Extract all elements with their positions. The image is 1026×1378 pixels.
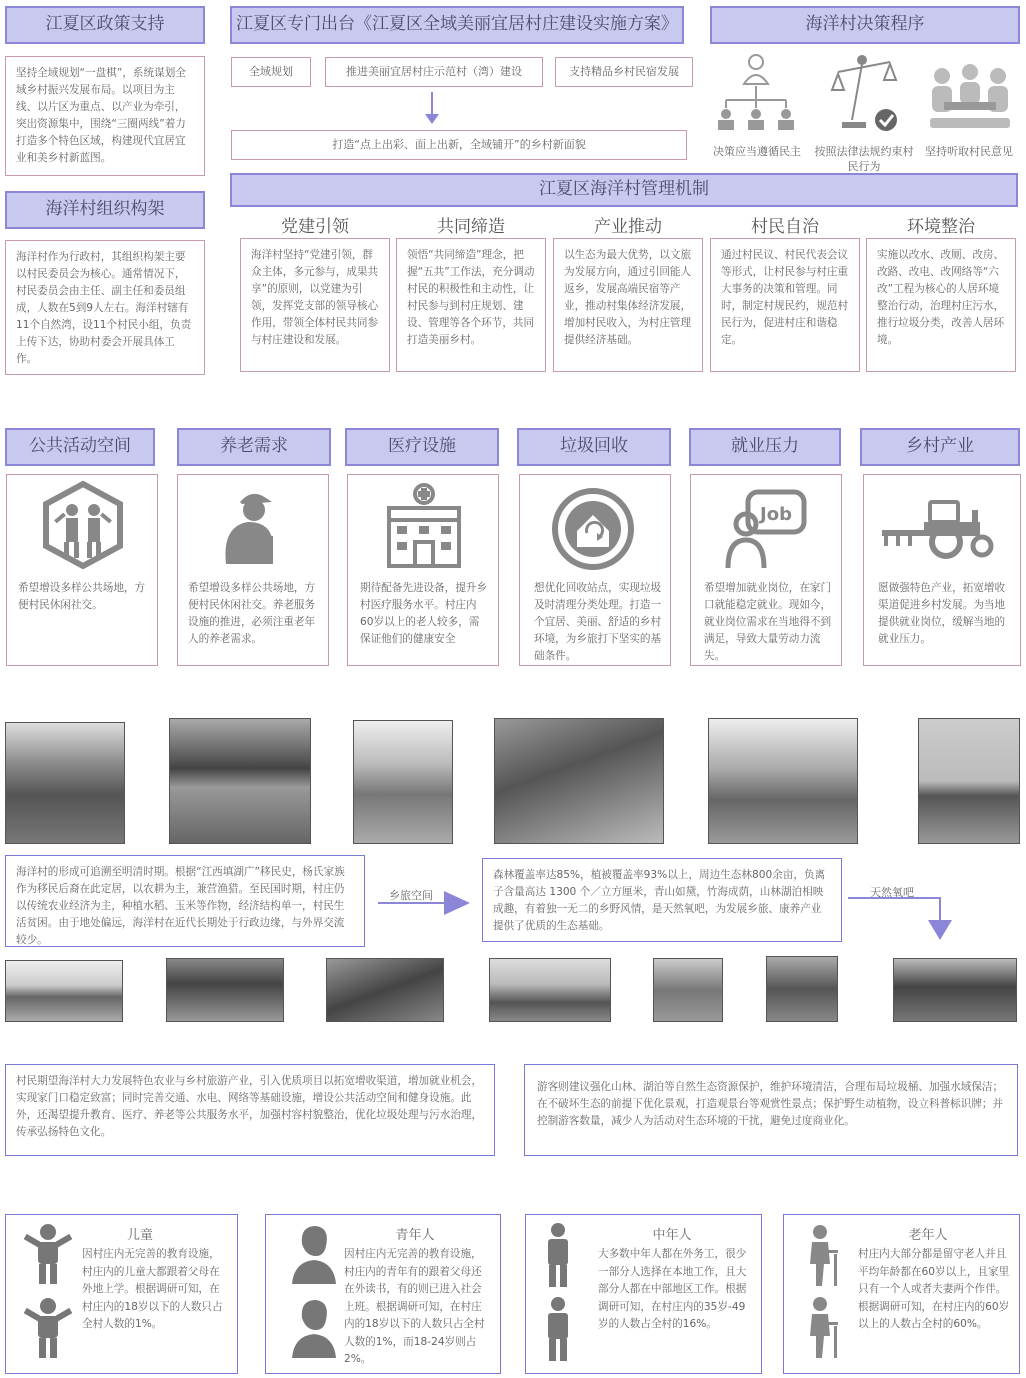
age-title-4: 老年人 bbox=[908, 1228, 948, 1243]
mechanism-text-4: 通过村民议、村民代表会议等形式，让村民参与村庄重大事务的决策和管理。同时，制定村规民约，规范村民行为，促进村庄和谐稳定。 bbox=[710, 238, 860, 372]
need-title-6: 乡村产业 bbox=[860, 428, 1020, 466]
ecology-text: 森林覆盖率达85%，植被覆盖率93%以上，周边生态林800余亩，负离子含量高达 1300 个／立方厘米，青山如黛，竹海成荫，山林湖泊相映成趣，有着独一无二的乡野风情，是天然氧吧，为发展乡旅、康养产业提供了优质的生态基础。 bbox=[482, 858, 842, 942]
meeting-icon bbox=[926, 62, 1014, 132]
org-title: 海洋村组织构架 bbox=[5, 191, 205, 229]
mechanism-title-3: 产业推动 bbox=[594, 217, 662, 237]
youth-icon bbox=[290, 1222, 338, 1284]
elderly-icon bbox=[804, 1224, 846, 1288]
mechanism-text-2: 领悟“共同缔造”理念，把握“五共”工作法，充分调动村民的积极性和主动性，让村民参与到村庄规划、建设、管理等各个环节，共同打造美丽乡村。 bbox=[396, 238, 546, 372]
job-icon bbox=[724, 484, 812, 570]
hospital-icon bbox=[381, 482, 467, 570]
tractor-icon bbox=[880, 494, 1000, 560]
decision-label-3: 坚持听取村民意见 bbox=[925, 145, 1013, 158]
policy-text: 坚持全域规划“一盘棋”，系统谋划全域乡村振兴发展布局。以项目为主线、以片区为重点、以产业为牵引，突出资源集中，围绕“三圈两线”着力打造多个特色区域，构建现代宜居宜业和美乡村新蓝图。 bbox=[5, 56, 205, 176]
plan-tag-2: 推进美丽宜居村庄示范村（湾）建设 bbox=[325, 57, 543, 87]
decision-title: 海洋村决策程序 bbox=[710, 6, 1020, 44]
need-title-2: 养老需求 bbox=[177, 428, 331, 466]
age-text-4: 村庄内大部分都是留守老人并且平均年龄都在60岁以上，且家里只有一个人或者夫妻两个作伴。根据调研可知，在村庄内的60岁以上的人数占全村的60%。 bbox=[858, 1248, 1010, 1330]
photo-stone-arch bbox=[169, 718, 311, 844]
svg-text:Job: Job bbox=[760, 504, 792, 525]
mechanism-text-3: 以生态为最大优势，以文旅为发展方向，通过引回能人返乡，发展高端民宿等产业，推动村集体经济发展，增加村民收入，为村庄管理提供经济基础。 bbox=[553, 238, 703, 372]
photo-farmhouse bbox=[708, 718, 858, 844]
tourists-expect-text: 游客则建议强化山林、湖泊等自然生态资源保护，维护环境清洁，合理布局垃圾桶、加强水域保洁；在不破坏生态的前提下优化景观，打造观景台等观赏性景点；保护野生动植物，设立科普标识牌；并控制游客数量，减少人为活动对生态环境的干扰，避免过度商业化。 bbox=[524, 1064, 1018, 1156]
mechanism-text-5: 实施以改水、改厕、改房、改路、改电、改网络等“六改”工程为核心的人居环境整治行动，治理村庄污水，推行垃圾分类，改善人居环境。 bbox=[866, 238, 1016, 372]
need-text-2: 希望增设多样公共场地，方便村民休闲社交。养老服务设施的推进，必须注重老年人的养老需求。 bbox=[188, 582, 316, 645]
ecology-arrow-label: 天然氧吧 bbox=[870, 886, 914, 899]
photo-forest-path bbox=[893, 958, 1017, 1022]
age-text-3: 大多数中年人都在外务工，很少一部分人选择在本地工作，且大部分人都在中部地区工作。根据调研可知，在村庄内的35岁-49岁的人数占全村的16%。 bbox=[598, 1248, 747, 1330]
child-icon bbox=[20, 1296, 76, 1360]
photo-stone-tower bbox=[326, 958, 444, 1022]
need-text-4: 想优化回收站点，实现垃圾及时清理分类处理。打造一个宜居、美丽、舒适的乡村环境，为乡旅打下坚实的基础条件。 bbox=[534, 582, 662, 662]
recycle-icon bbox=[549, 485, 637, 573]
mechanism-title: 江夏区海洋村管理机制 bbox=[230, 173, 1018, 207]
age-title-2: 青年人 bbox=[395, 1228, 435, 1243]
elderly-care-icon bbox=[212, 486, 292, 566]
age-text-2: 因村庄内无完善的教育设施，村庄内的青年有的跟着父母还在外读书，有的则已进入社会上班。根据调研可知，在村庄内的18岁以下的人数只占全村人数的1%，而18-24岁则占2%。 bbox=[344, 1248, 485, 1365]
hierarchy-icon bbox=[712, 48, 800, 136]
need-title-5: 就业压力 bbox=[689, 428, 841, 466]
decision-label-2: 按照法律法规约束村民行为 bbox=[814, 145, 914, 173]
middle-aged-icon bbox=[540, 1222, 576, 1288]
photo-old-building bbox=[494, 718, 664, 844]
need-title-1: 公共活动空间 bbox=[5, 428, 155, 466]
age-text-1: 因村庄内无完善的教育设施，村庄内的儿童大都跟着父母在外地上学。根据调研可知，在村庄内的18岁以下的人数只占全村人数的1%。 bbox=[82, 1248, 223, 1330]
youth-icon bbox=[290, 1296, 338, 1358]
photo-village-building bbox=[5, 960, 123, 1022]
plan-tag-1: 全域规划 bbox=[231, 57, 311, 87]
mechanism-title-4: 村民自治 bbox=[751, 217, 819, 237]
mechanism-title-2: 共同缔造 bbox=[437, 217, 505, 237]
need-title-3: 医疗设施 bbox=[345, 428, 499, 466]
plan-tag-3: 支持精品乡村民宿发展 bbox=[555, 57, 693, 87]
mechanism-title-1: 党建引领 bbox=[281, 217, 349, 237]
photo-old-house bbox=[5, 722, 125, 844]
right-arrow-icon bbox=[376, 888, 472, 918]
need-text-1: 希望增设多样公共场地，方便村民休闲社交。 bbox=[18, 582, 146, 611]
child-icon bbox=[20, 1222, 76, 1286]
photo-lake bbox=[918, 718, 1020, 844]
decision-label-1: 决策应当遵循民主 bbox=[713, 145, 801, 158]
mechanism-text-1: 海洋村坚持“党建引领，群众主体，多元参与，成果共享”的原则，以党建为引领，发挥党支部的领导核心作用，带领全体村民共同参与村庄建设和发展。 bbox=[240, 238, 390, 372]
need-text-5: 希望增加就业岗位，在家门口就能稳定就业。现如今，就业岗位需求在当地得不到满足，导致大量劳动力流失。 bbox=[704, 582, 832, 662]
plan-title: 江夏区专门出台《江夏区全域美丽宜居村庄建设实施方案》 bbox=[230, 6, 684, 44]
policy-title: 江夏区政策支持 bbox=[5, 6, 205, 44]
public-activity-icon bbox=[38, 480, 128, 570]
history-arrow-label: 乡旅空间 bbox=[389, 889, 433, 902]
middle-aged-icon bbox=[540, 1296, 576, 1362]
photo-garden-sign bbox=[766, 956, 838, 1022]
need-text-3: 期待配备先进设备，提升乡村医疗服务水平。村庄内60岁以上的老人较多，需保证他们的健康安全 bbox=[360, 582, 488, 645]
plan-goal: 打造“点上出彩、面上出新，全域铺开”的乡村新面貌 bbox=[231, 130, 687, 160]
org-text: 海洋村作为行政村，其组织构架主要以村民委员会为核心。通常情况下，村民委员会由主任、副主任和委员组成，人数在5到9人左右。海洋村辖有11个自然湾，设11个村民小组，负责上传下达，协助村委会开展具体工作。 bbox=[5, 240, 205, 375]
photo-orchard bbox=[653, 958, 723, 1022]
age-title-1: 儿童 bbox=[126, 1228, 153, 1243]
photo-field bbox=[489, 958, 611, 1022]
need-title-4: 垃圾回收 bbox=[517, 428, 671, 466]
villagers-expect-text: 村民期望海洋村大力发展特色农业与乡村旅游产业，引入优质项目以拓宽增收渠道，增加就业机会，实现家门口稳定致富；同时完善交通、水电、网络等基础设施，增设公共活动空间和健身设施。此外，还渴望提升教育、医疗、养老等公共服务水平，加强村容村貌整治，优化垃圾处理与污水治理，传承弘扬特色文化。 bbox=[5, 1064, 495, 1156]
elderly-icon bbox=[804, 1296, 846, 1360]
photo-pavilion bbox=[166, 958, 284, 1022]
mechanism-title-5: 环境整治 bbox=[907, 217, 975, 237]
history-text: 海洋村的形成可追溯至明清时期。根据“江西填湖广”移民史，杨氏家族作为移民后裔在此定居，以农耕为主，兼营渔猎。至民国时期，村庄仍以传统农业经济为主，种植水稻、玉米等作物，经济结构单一，村民生活贫困。由于地处偏远，海洋村在近代长期处于行政边缘，与外界交流较少。 bbox=[5, 855, 365, 947]
need-text-6: 愿做强特色产业，拓宽增收渠道促进乡村发展。为当地提供就业岗位，缓解当地的就业压力。 bbox=[878, 582, 1006, 645]
photo-village-road bbox=[353, 720, 453, 844]
down-arrow-icon bbox=[422, 92, 442, 126]
age-title-3: 中年人 bbox=[652, 1228, 692, 1243]
bend-arrow-icon bbox=[848, 890, 960, 944]
justice-scale-icon bbox=[830, 50, 906, 136]
